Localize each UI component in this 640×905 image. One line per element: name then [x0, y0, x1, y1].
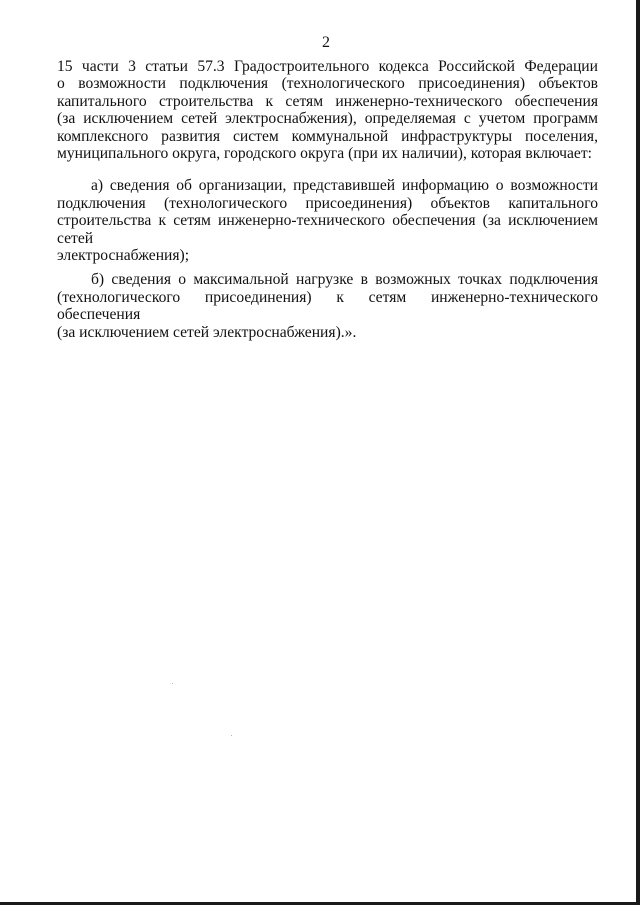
item-b-paragraph	[57, 271, 598, 341]
text-line: (за исключением сетей электроснабжения), определяемая с учетом программ	[57, 110, 598, 128]
document-body	[57, 58, 598, 341]
text-line: б) сведения о максимальной нагрузке в возможных точках подключения	[91, 271, 598, 289]
item-a-paragraph	[57, 177, 598, 264]
text-line: (за исключением сетей электроснабжения).».	[57, 323, 357, 341]
text-line: 15 части 3 статьи 57.3 Градостроительного кодекса Российской Федерации	[57, 58, 598, 75]
text-line: комплексного развития систем коммунальной инфраструктуры поселения,	[57, 127, 598, 145]
intro-paragraph	[57, 58, 598, 162]
text-line: строительства к сетям инженерно-технического обеспечения (за исключением сетей	[57, 212, 598, 247]
text-line: (технологического присоединения) к сетям инженерно-технического обеспечения	[57, 288, 598, 324]
scan-edge-right	[636, 0, 640, 905]
text-line: капитального строительства к сетям инженерно-технического обеспечения	[57, 92, 598, 110]
text-line: подключения (технологического присоединения) объектов капитального	[57, 194, 598, 212]
scan-speck	[172, 683, 173, 684]
page-number: 2	[322, 34, 330, 51]
text-line: муниципального округа, городского округа (при их наличии), которая включает:	[57, 145, 592, 163]
text-line: электроснабжения);	[57, 247, 190, 265]
text-line: о возможности подключения (технологического присоединения) объектов	[57, 75, 598, 93]
scan-speck	[231, 735, 232, 736]
text-line: а) сведения об организации, представившей информацию о возможности	[91, 177, 598, 195]
